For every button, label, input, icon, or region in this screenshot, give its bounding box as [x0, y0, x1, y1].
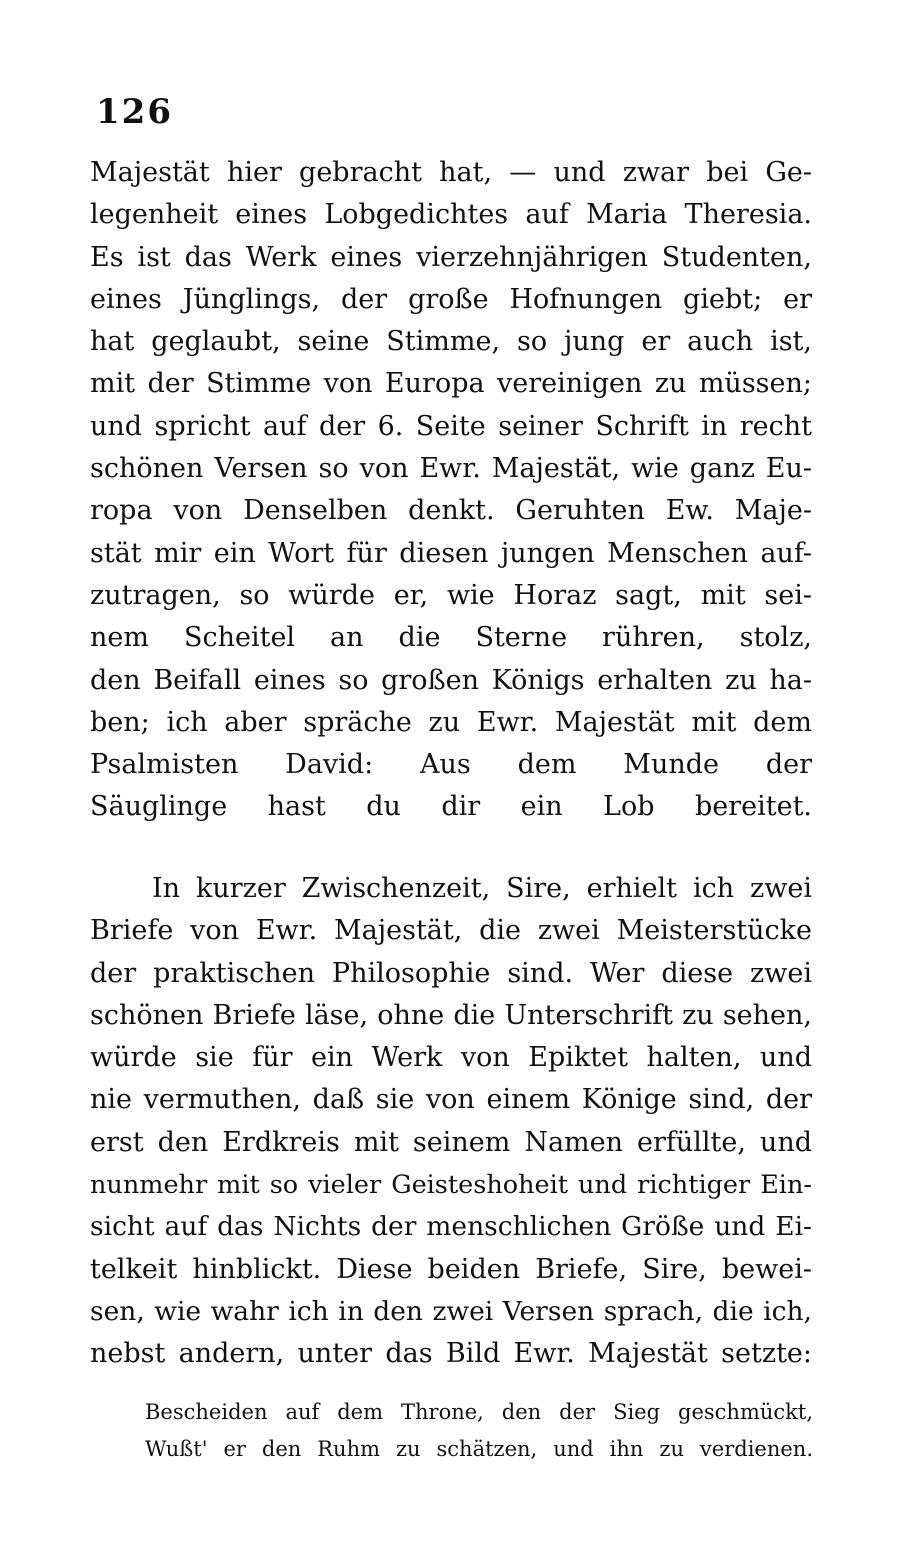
text-line: hat geglaubt, seine Stimme, so jung er auch ist,	[90, 326, 812, 358]
text-line: sicht auf das Nichts der menschlichen Größe und Ei-	[90, 1211, 812, 1243]
text-line: nebst andern, unter das Bild Ewr. Majestät setzte:	[90, 1338, 812, 1370]
paragraph-2	[90, 868, 812, 1376]
text-line: stät mir ein Wort für diesen jungen Menschen auf-	[90, 537, 812, 569]
text-line: Es ist das Werk eines vierzehnjährigen Studenten,	[90, 241, 812, 273]
text-line: ben; ich aber spräche zu Ewr. Majestät mit dem	[90, 706, 812, 738]
text-line: der praktischen Philosophie sind. Wer diese zwei	[90, 957, 812, 989]
page-number: 126	[96, 92, 173, 132]
text-line: sen, wie wahr ich in den zwei Versen sprach, die ich,	[90, 1295, 812, 1327]
text-line: Säuglinge hast du dir ein Lob bereitet.	[90, 791, 812, 823]
text-line: nem Scheitel an die Sterne rühren, stolz,	[90, 622, 812, 654]
verse-line: Bescheiden auf dem Throne, den der Sieg geschmückt,	[145, 1400, 813, 1424]
verse-line: Wußt' er den Ruhm zu schätzen, und ihn zu verdienen.	[145, 1437, 813, 1461]
text-line: telkeit hinblickt. Diese beiden Briefe, Sire, bewei-	[90, 1253, 812, 1285]
text-line: nunmehr mit so vieler Geisteshoheit und richtiger Ein-	[90, 1170, 812, 1201]
text-line: würde sie für ein Werk von Epiktet halten, und	[90, 1042, 812, 1074]
text-line: nie vermuthen, daß sie von einem Könige sind, der	[90, 1084, 812, 1116]
text-line: zutragen, so würde er, wie Horaz sagt, mit sei-	[90, 579, 812, 611]
text-line: erst den Erdkreis mit seinem Namen erfüllte, und	[90, 1126, 812, 1158]
text-line: und spricht auf der 6. Seite seiner Schrift in recht	[90, 410, 812, 442]
verse-quote	[145, 1394, 813, 1468]
text-line: den Beifall eines so großen Königs erhalten zu ha-	[90, 664, 812, 696]
text-line: Psalmisten David: Aus dem Munde der	[90, 749, 812, 781]
text-line: ropa von Denselben denkt. Geruhten Ew. Maje-	[90, 495, 812, 527]
text-line: legenheit eines Lobgedichtes auf Maria Theresia.	[90, 199, 812, 231]
text-line: In kurzer Zwischenzeit, Sire, erhielt ich zwei	[152, 873, 812, 904]
text-line: Briefe von Ewr. Majestät, die zwei Meisterstücke	[90, 915, 812, 947]
text-line: schönen Briefe läse, ohne die Unterschrift zu sehen,	[90, 999, 812, 1031]
paragraph-1	[90, 152, 812, 829]
text-line: Majestät hier gebracht hat, — und zwar bei Ge-	[90, 157, 812, 188]
text-line: schönen Versen so von Ewr. Majestät, wie ganz Eu-	[90, 453, 812, 485]
text-line: eines Jünglings, der große Hofnungen giebt; er	[90, 283, 812, 315]
text-line: mit der Stimme von Europa vereinigen zu müssen;	[90, 368, 812, 400]
